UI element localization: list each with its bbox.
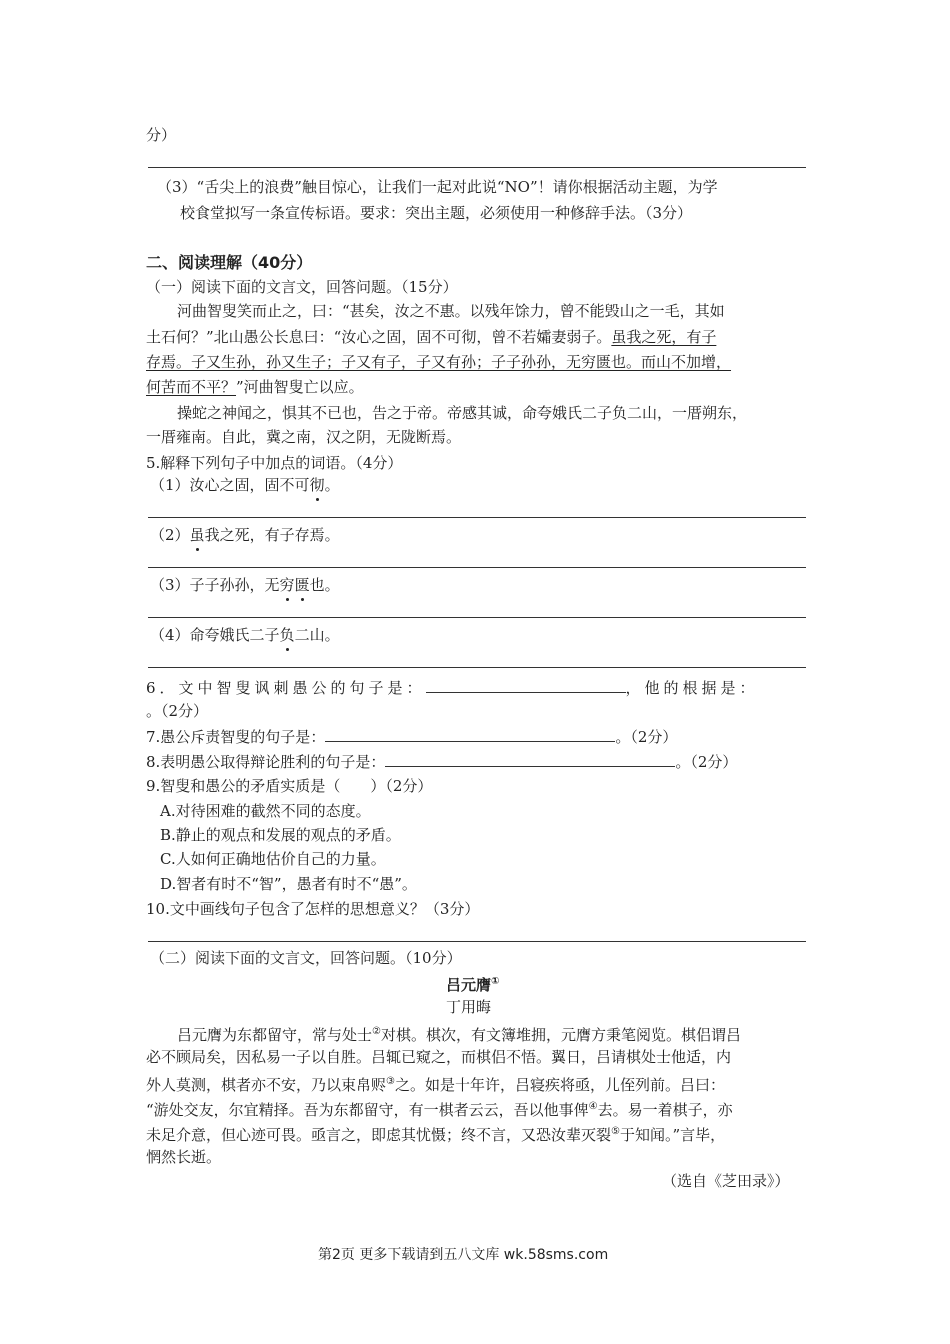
passage-2-line: 吕元膺为东都留守，常与处士②对棋。棋次，有文簿堆拥，元膺方秉笔阅览。棋侣谓吕 [177,1026,741,1044]
underlined-sentence: 存焉。子又生孙，孙又生子；子又有子，子又有孙；子子孙孙，无穷匮也。而山不加增， [146,353,732,371]
question-9-option[interactable]: C.人如何正确地估价自己的力量。 [160,850,386,868]
passage-1-line: 土石何？”北山愚公长息曰：“汝心之固，固不可彻，曾不若孀妻弱子。虽我之死，有子 [146,328,717,346]
question-9-option[interactable]: A.对待困难的截然不同的态度。 [160,802,371,820]
question-3-line2: 校食堂拟写一条宣传标语。要求：突出主题，必须使用一种修辞手法。（3分） [180,204,693,222]
fill-blank[interactable] [385,750,675,767]
answer-line [148,517,806,518]
question-9-option[interactable]: B.静止的观点和发展的观点的矛盾。 [160,826,401,844]
part-1-intro: （一）阅读下面的文言文，回答问题。（15分） [146,278,458,296]
question-7: 7.愚公斥责智叟的句子是： 。（2分） [146,725,677,748]
answer-line [148,617,806,618]
passage-1-line: 何苦而不平？”河曲智叟亡以应。 [146,378,364,396]
question-6-score: 。（2分） [146,702,209,720]
passage-2-line: 惘然长逝。 [146,1148,222,1166]
question-5-item-3: （3）子子孙孙，无穷匮也。 [150,576,340,594]
question-10-stem: 10.文中画线句子包含了怎样的思想意义？（3分） [146,900,480,918]
passage-1-line: 操蛇之神闻之，惧其不已也，告之于帝。帝感其诚，命夸娥氏二子负二山，一厝朔东， [177,404,748,422]
passage-2-title: 吕元膺① [446,976,500,994]
question-5-item-1: （1）汝心之固，固不可彻。 [150,476,340,494]
fill-blank[interactable] [325,725,615,742]
passage-2-source: （选自《芝田录》） [662,1172,790,1190]
underlined-sentence: 虽我之死，有子 [611,328,717,346]
passage-1-line: 一厝雍南。自此，冀之南，汉之阴，无陇断焉。 [146,428,462,446]
part-2-intro: （二）阅读下面的文言文，回答问题。（10分） [150,949,462,967]
passage-1-line [146,351,731,373]
page-footer: 第2页 更多下载请到五八文库 wk.58sms.com [318,1247,609,1263]
answer-line [148,941,806,942]
question-6: 6．文中智叟讽刺愚公的句子是： ，他的根据是： [146,676,759,699]
dotted-char: 匮 [294,576,310,594]
question-8: 8.表明愚公取得辩论胜利的句子是： 。（2分） [146,750,737,773]
section-2-heading: 二、阅读理解（40分） [146,253,313,272]
question-5-item-2: （2）虽我之死，有子存焉。 [150,526,340,544]
answer-line [148,167,806,168]
underlined-sentence: 何苦而不平？ [146,378,237,396]
passage-2-line: “游处交友，尔宜精择。吾为东都留守，有一棋者云云，吾以他事俾④去。易一着棋子，亦 [146,1101,733,1119]
question-5-item-4: （4）命夸娥氏二子负二山。 [150,626,340,644]
passage-2-line: 未足介意，但心迹可畏。亟言之，即虑其忧慑；终不言，又恐汝辈灭裂⑤于知闻。”言毕， [146,1126,726,1144]
dotted-char: 彻 [309,476,325,494]
passage-2-author: 丁用晦 [446,998,492,1016]
passage-1-line: 河曲智叟笑而止之，曰：“甚矣，汝之不惠。以残年馀力，曾不能毁山之一毛，其如 [177,302,725,320]
passage-2-line: 必不顾局矣，因私易一子以自胜。吕辄已窥之，而棋侣不悟。翼日，吕请棋处士他适，内 [146,1048,732,1066]
question-9-stem: 9.智叟和愚公的矛盾实质是（ ）（2分） [146,777,433,795]
passage-2-line: 外人莫测，棋者亦不安，乃以束帛赆③之。如是十年许，吕寝疾将亟，儿侄列前。吕曰： [146,1076,725,1094]
answer-line [148,567,806,568]
answer-line [148,667,806,668]
question-9-option[interactable]: D.智者有时不“智”，愚者有时不“愚”。 [160,875,417,893]
dotted-char: 穷 [279,576,295,594]
continued-score-text: 分） [146,126,177,144]
question-3-line1: （3）“舌尖上的浪费”触目惊心，让我们一起对此说“NO”！请你根据活动主题，为学 [157,178,718,196]
question-5-stem: 5.解释下列句子中加点的词语。（4分） [146,454,403,472]
fill-blank[interactable] [426,676,626,693]
dotted-char: 虽 [189,526,205,544]
dotted-char: 负 [279,626,295,644]
